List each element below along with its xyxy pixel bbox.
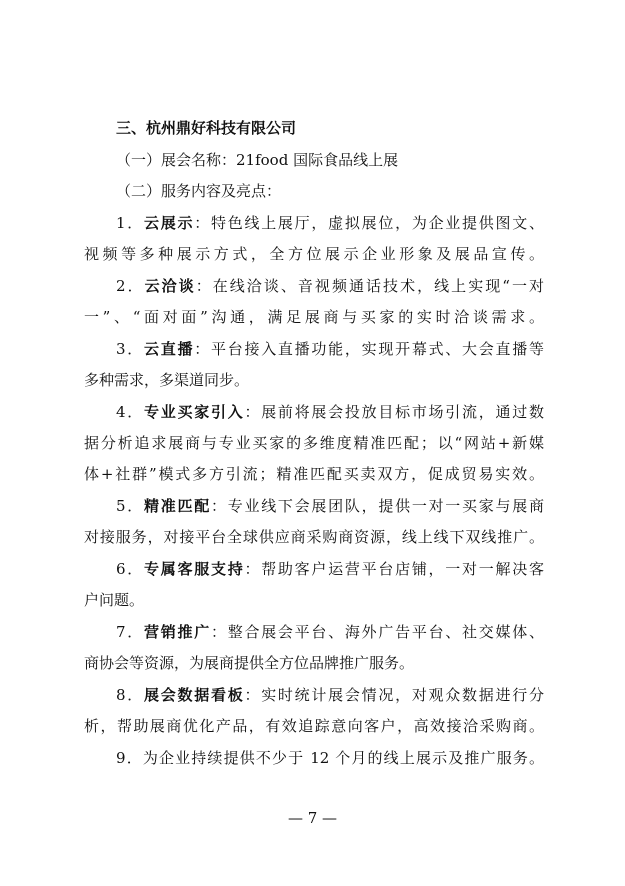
item-text: ：平台接入直播功能，实现开幕式、大会直播等	[194, 340, 544, 358]
item-title: 云展示	[144, 214, 195, 232]
item-7-line-2: 商协会等资源，为展商提供全方位品牌推广服务。	[84, 654, 415, 672]
item-text: ：特色线上展厅，虚拟展位，为企业提供图文、	[194, 214, 544, 232]
item-1-line-1	[116, 213, 544, 233]
item-title: 专业买家引入	[144, 403, 245, 421]
item-2-line-1	[116, 276, 544, 296]
item-text: ：实时统计展会情况，对观众数据进行分	[244, 686, 544, 704]
item-4-line-2: 据分析追求展商与专业买家的多维度精准匹配；以“网站+新媒	[84, 434, 544, 452]
item-text: ：展前将展会投放目标市场引流，通过数	[244, 403, 544, 421]
item-5-line-1	[116, 496, 544, 516]
item-number: 8．	[116, 686, 145, 704]
item-number: 7．	[116, 623, 145, 641]
item-title: 展会数据看板	[144, 686, 245, 704]
page-number: — 7 —	[287, 809, 338, 827]
item-number: 3．	[116, 340, 145, 358]
item-title: 精准匹配	[144, 497, 211, 515]
item-title: 专属客服支持	[144, 560, 245, 578]
item-text: ：帮助客户运营平台店铺，一对一解决客	[244, 560, 544, 578]
section-title: 三、杭州鼎好科技有限公司	[116, 119, 297, 137]
item-title: 营销推广	[144, 623, 211, 641]
item-7-line-1	[116, 622, 544, 642]
item-title: 云洽谈	[144, 277, 196, 295]
item-8-line-2: 析，帮助展商优化产品，有效追踪意向客户，高效接洽采购商。	[84, 717, 544, 735]
item-6-line-1	[116, 559, 544, 579]
item-text: 为企业持续提供不少于 12 个月的线上展示及推广服务。	[142, 749, 544, 767]
item-title: 云直播	[144, 340, 195, 358]
item-number: 2．	[116, 277, 145, 295]
item-3-line-1	[116, 339, 544, 359]
item-2-line-2: 一”、“面对面”沟通，满足展商与买家的实时洽谈需求。	[84, 308, 544, 326]
item-3-line-2: 多种需求，多渠道同步。	[84, 371, 250, 389]
item-number: 6．	[116, 560, 145, 578]
item-number: 5．	[116, 497, 145, 515]
item-8-line-1	[116, 685, 544, 705]
item-5-line-2: 对接服务，对接平台全球供应商采购商资源，线上线下双线推广。	[84, 528, 544, 546]
item-4-line-3: 体+社群”模式多方引流；精准匹配买卖双方，促成贸易实效。	[84, 465, 544, 483]
item-number: 1．	[116, 214, 145, 232]
item-number: 9．	[116, 749, 143, 767]
item-6-line-2: 户问题。	[84, 591, 145, 609]
exhibition-name: （一）展会名称：21food 国际食品线上展	[116, 151, 399, 169]
item-4-line-1	[116, 402, 544, 422]
item-text: ：整合展会平台、海外广告平台、社交媒体、	[210, 623, 544, 641]
item-text: ：专业线下会展团队，提供一对一买家与展商	[210, 497, 544, 515]
item-1-line-2: 视频等多种展示方式，全方位展示企业形象及展品宣传。	[84, 245, 544, 263]
services-heading: （二）服务内容及亮点：	[116, 182, 282, 200]
item-text: ：在线洽谈、音视频通话技术，线上实现“一对	[195, 277, 544, 295]
item-number: 4．	[116, 403, 145, 421]
item-9-line-1	[116, 748, 544, 768]
